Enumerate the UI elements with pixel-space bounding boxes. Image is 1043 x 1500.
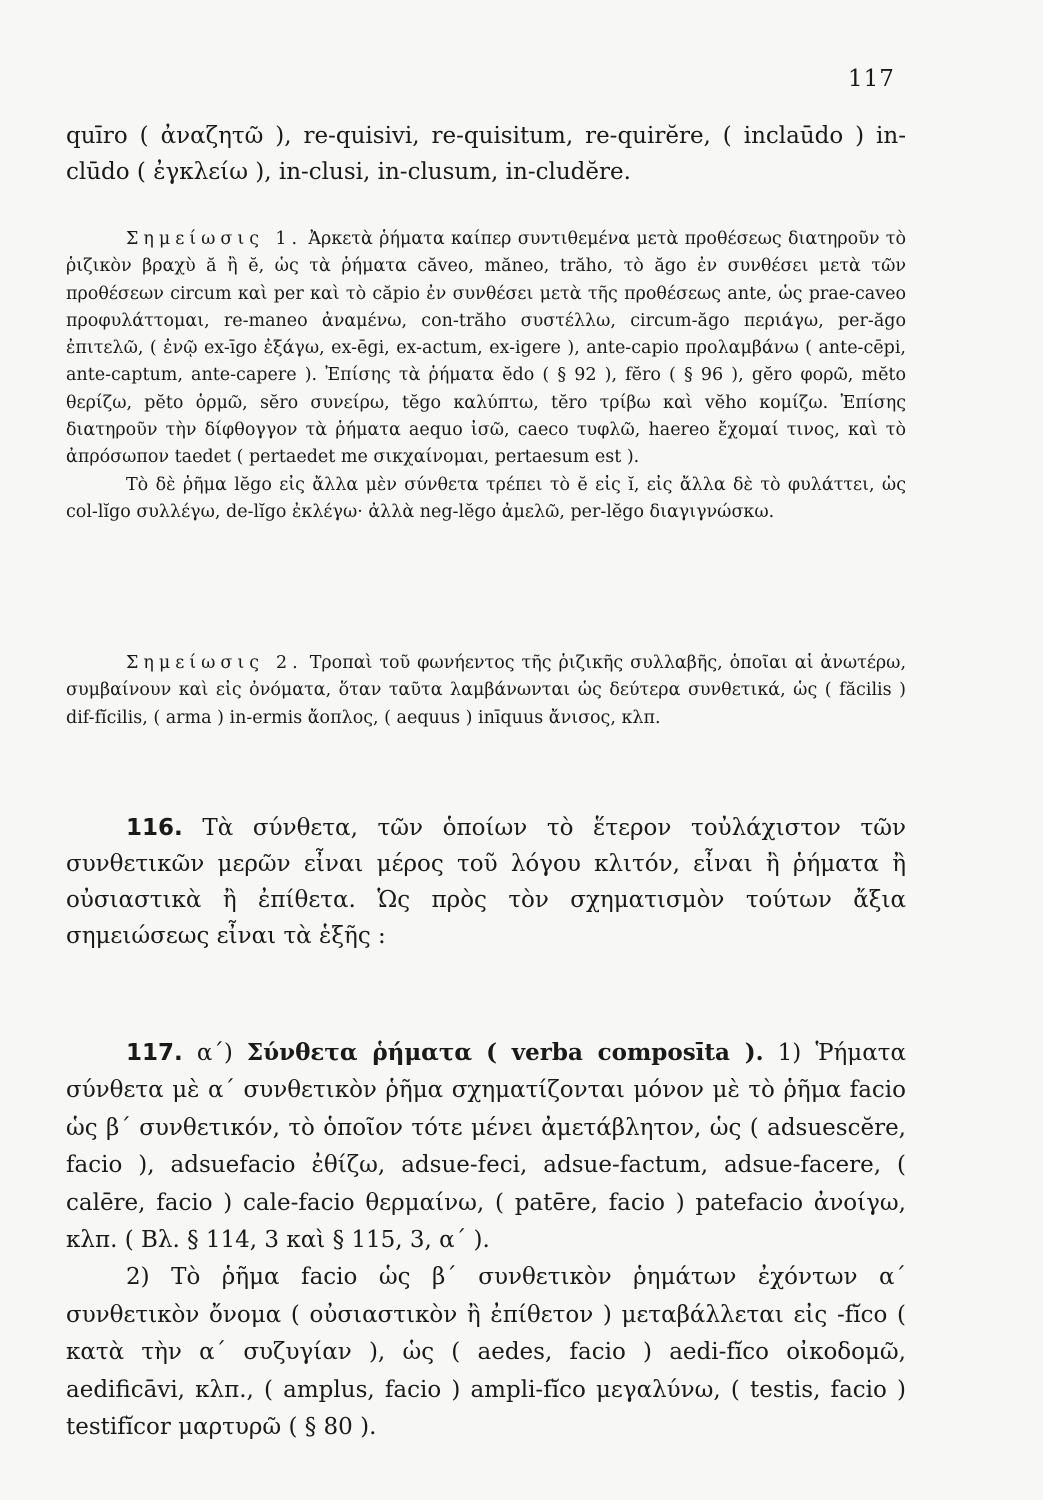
note-1-second-paragraph: Τὸ δὲ ῥῆμα lĕgo εἰς ἄλλα μὲν σύνθετα τρέπει τὸ ĕ εἰς ĭ, εἰς ἄλλα δὲ τὸ φυλάττει, ὡς col-lĭgo συλλέγω, de-lĭgo ἐκλέγω· ἀλλὰ neg-lĕgo ἀμελῶ, per-lĕgo διαγιγνώσκω. bbox=[66, 474, 906, 522]
section-117-paragraph-1 bbox=[66, 1034, 906, 1259]
section-116-body: Τὰ σύνθετα, τῶν ὁποίων τὸ ἕτερον τοὐλάχιστον τῶν συνθετικῶν μερῶν εἶναι μέρος τοῦ λόγου κλιτόν, εἶναι ἢ ῥήματα ἢ οὐσιαστικὰ ἢ ἐπίθετα. Ὡς πρὸς τὸν σχηματισμὸν τούτων ἄξια σημειώσεως εἶναι τὰ ἑξῆς : bbox=[66, 815, 906, 949]
note-1 bbox=[66, 226, 906, 526]
section-117-latin-title: ( verba composīta ). bbox=[486, 1039, 764, 1066]
section-117-title: Σύνθετα ῥήματα bbox=[246, 1039, 473, 1066]
note-2-body: Τροπαὶ τοῦ φωνήεντος τῆς ῥιζικῆς συλλαβῆς, ὁποῖαι αἱ ἀνωτέρω, συμβαίνουν καὶ εἰς ὀνόματα, ὅταν ταῦτα λαμβάνωνται ὡς δεύτερα συνθετικά, ὡς ( făcilis ) dif-fĭcilis, ( arma ) in-ermis ἄοπλος, ( aequus ) inīquus ἄνισος, κλπ. bbox=[66, 653, 907, 728]
note-2-heading: Σημείωσις 2. bbox=[126, 653, 303, 673]
section-117-label: α΄) bbox=[196, 1040, 233, 1066]
section-117-number: 117. bbox=[126, 1040, 183, 1066]
section-116 bbox=[66, 810, 906, 954]
section-117 bbox=[66, 1034, 906, 1446]
section-116-number: 116. bbox=[126, 815, 183, 841]
section-117-body-1: 1) Ῥήματα σύνθετα μὲ α΄ συνθετικὸν ῥῆμα σχηματίζονται μόνον μὲ τὸ ῥῆμα facio ὡς β΄ συνθετικόν, τὸ ὁποῖον τότε μένει ἀμετάβλητον, ὡς ( adsuescĕre, facio ), adsuefacio ἐθίζω, adsue-feci, adsue-factum, adsue-facere, ( calēre, facio ) cale-facio θερμαίνω, ( patēre, facio ) patefacio ἀνοίγω, κλπ. ( Βλ. § 114, 3 καὶ § 115, 3, α΄ ). bbox=[66, 1040, 907, 1254]
continuation-text bbox=[66, 118, 906, 190]
section-116-paragraph bbox=[66, 810, 906, 954]
note-2-paragraph bbox=[66, 650, 906, 732]
note-2 bbox=[66, 650, 906, 732]
continuation-paragraph: quīro ( ἀναζητῶ ), re-quisivi, re-quisitum, re-quirĕre, ( inclaūdo ) in-clūdo ( ἐγκλείω ), in-clusi, in-clusum, in-cludĕre. bbox=[66, 123, 906, 185]
section-117-paragraph-2: 2) Τὸ ῥῆμα facio ὡς β΄ συνθετικὸν ῥημάτων ἐχόντων α΄ συνθετικὸν ὄνομα ( οὐσιαστικὸν ἢ ἐπίθετον ) μεταβάλλεται εἰς -fĭco ( κατὰ τὴν α΄ συζυγίαν ), ὡς ( aedes, facio ) aedi-fĭco οἰκοδομῶ, aedificāvi, κλπ., ( amplus, facio ) ampli-fĭco μεγαλύνω, ( testis, facio ) testifĭcor μαρτυρῶ ( § 80 ). bbox=[66, 1264, 906, 1441]
note-1-body: Ἀρκετὰ ῥήματα καίπερ συντιθεμένα μετὰ προθέσεως διατηροῦν τὸ ῥιζικὸν βραχὺ ă ἢ ĕ, ὡς τὰ ῥήματα căveo, măneo, trăho, τὸ ăgo ἐν συνθέσει μετὰ τῶν προθέσεων circum καὶ per καὶ τὸ căpio ἐν συνθέσει μετὰ τῆς προθέσεως ante, ὡς prae-caveo προφυλάττομαι, re-maneo ἀναμένω, con-trăho συστέλλω, circum-ăgo περιάγω, per-ăgo ἐπιτελῶ, ( ἐνῷ ex-īgo ἐξάγω, ex-ēgi, ex-actum, ex-igere ), ante-capio προλαμβάνω ( ante-cēpi, ante-captum, ante-capere ). Ἐπίσης τὰ ῥήματα ĕdo ( § 92 ), fĕro ( § 96 ), gĕro φορῶ, mĕto θερίζω, pĕto ὁρμῶ, sĕro συνείρω, tĕgo καλύπτω, tĕro τρίβω καὶ vĕho κομίζω. Ἐπίσης διατηροῦν τὴν δίφθογγον τὰ ῥήματα aequo ἰσῶ, caeco τυφλῶ, haereo ἔχομαί τινος, καὶ τὸ ἀπρόσωπον taedet ( pertaedet me σικχαίνομαι, pertaesum est ). bbox=[66, 229, 907, 468]
note-1-heading: Σημείωσις 1. bbox=[126, 229, 303, 249]
page-number: 117 bbox=[848, 66, 895, 92]
note-1-paragraph bbox=[66, 226, 906, 472]
